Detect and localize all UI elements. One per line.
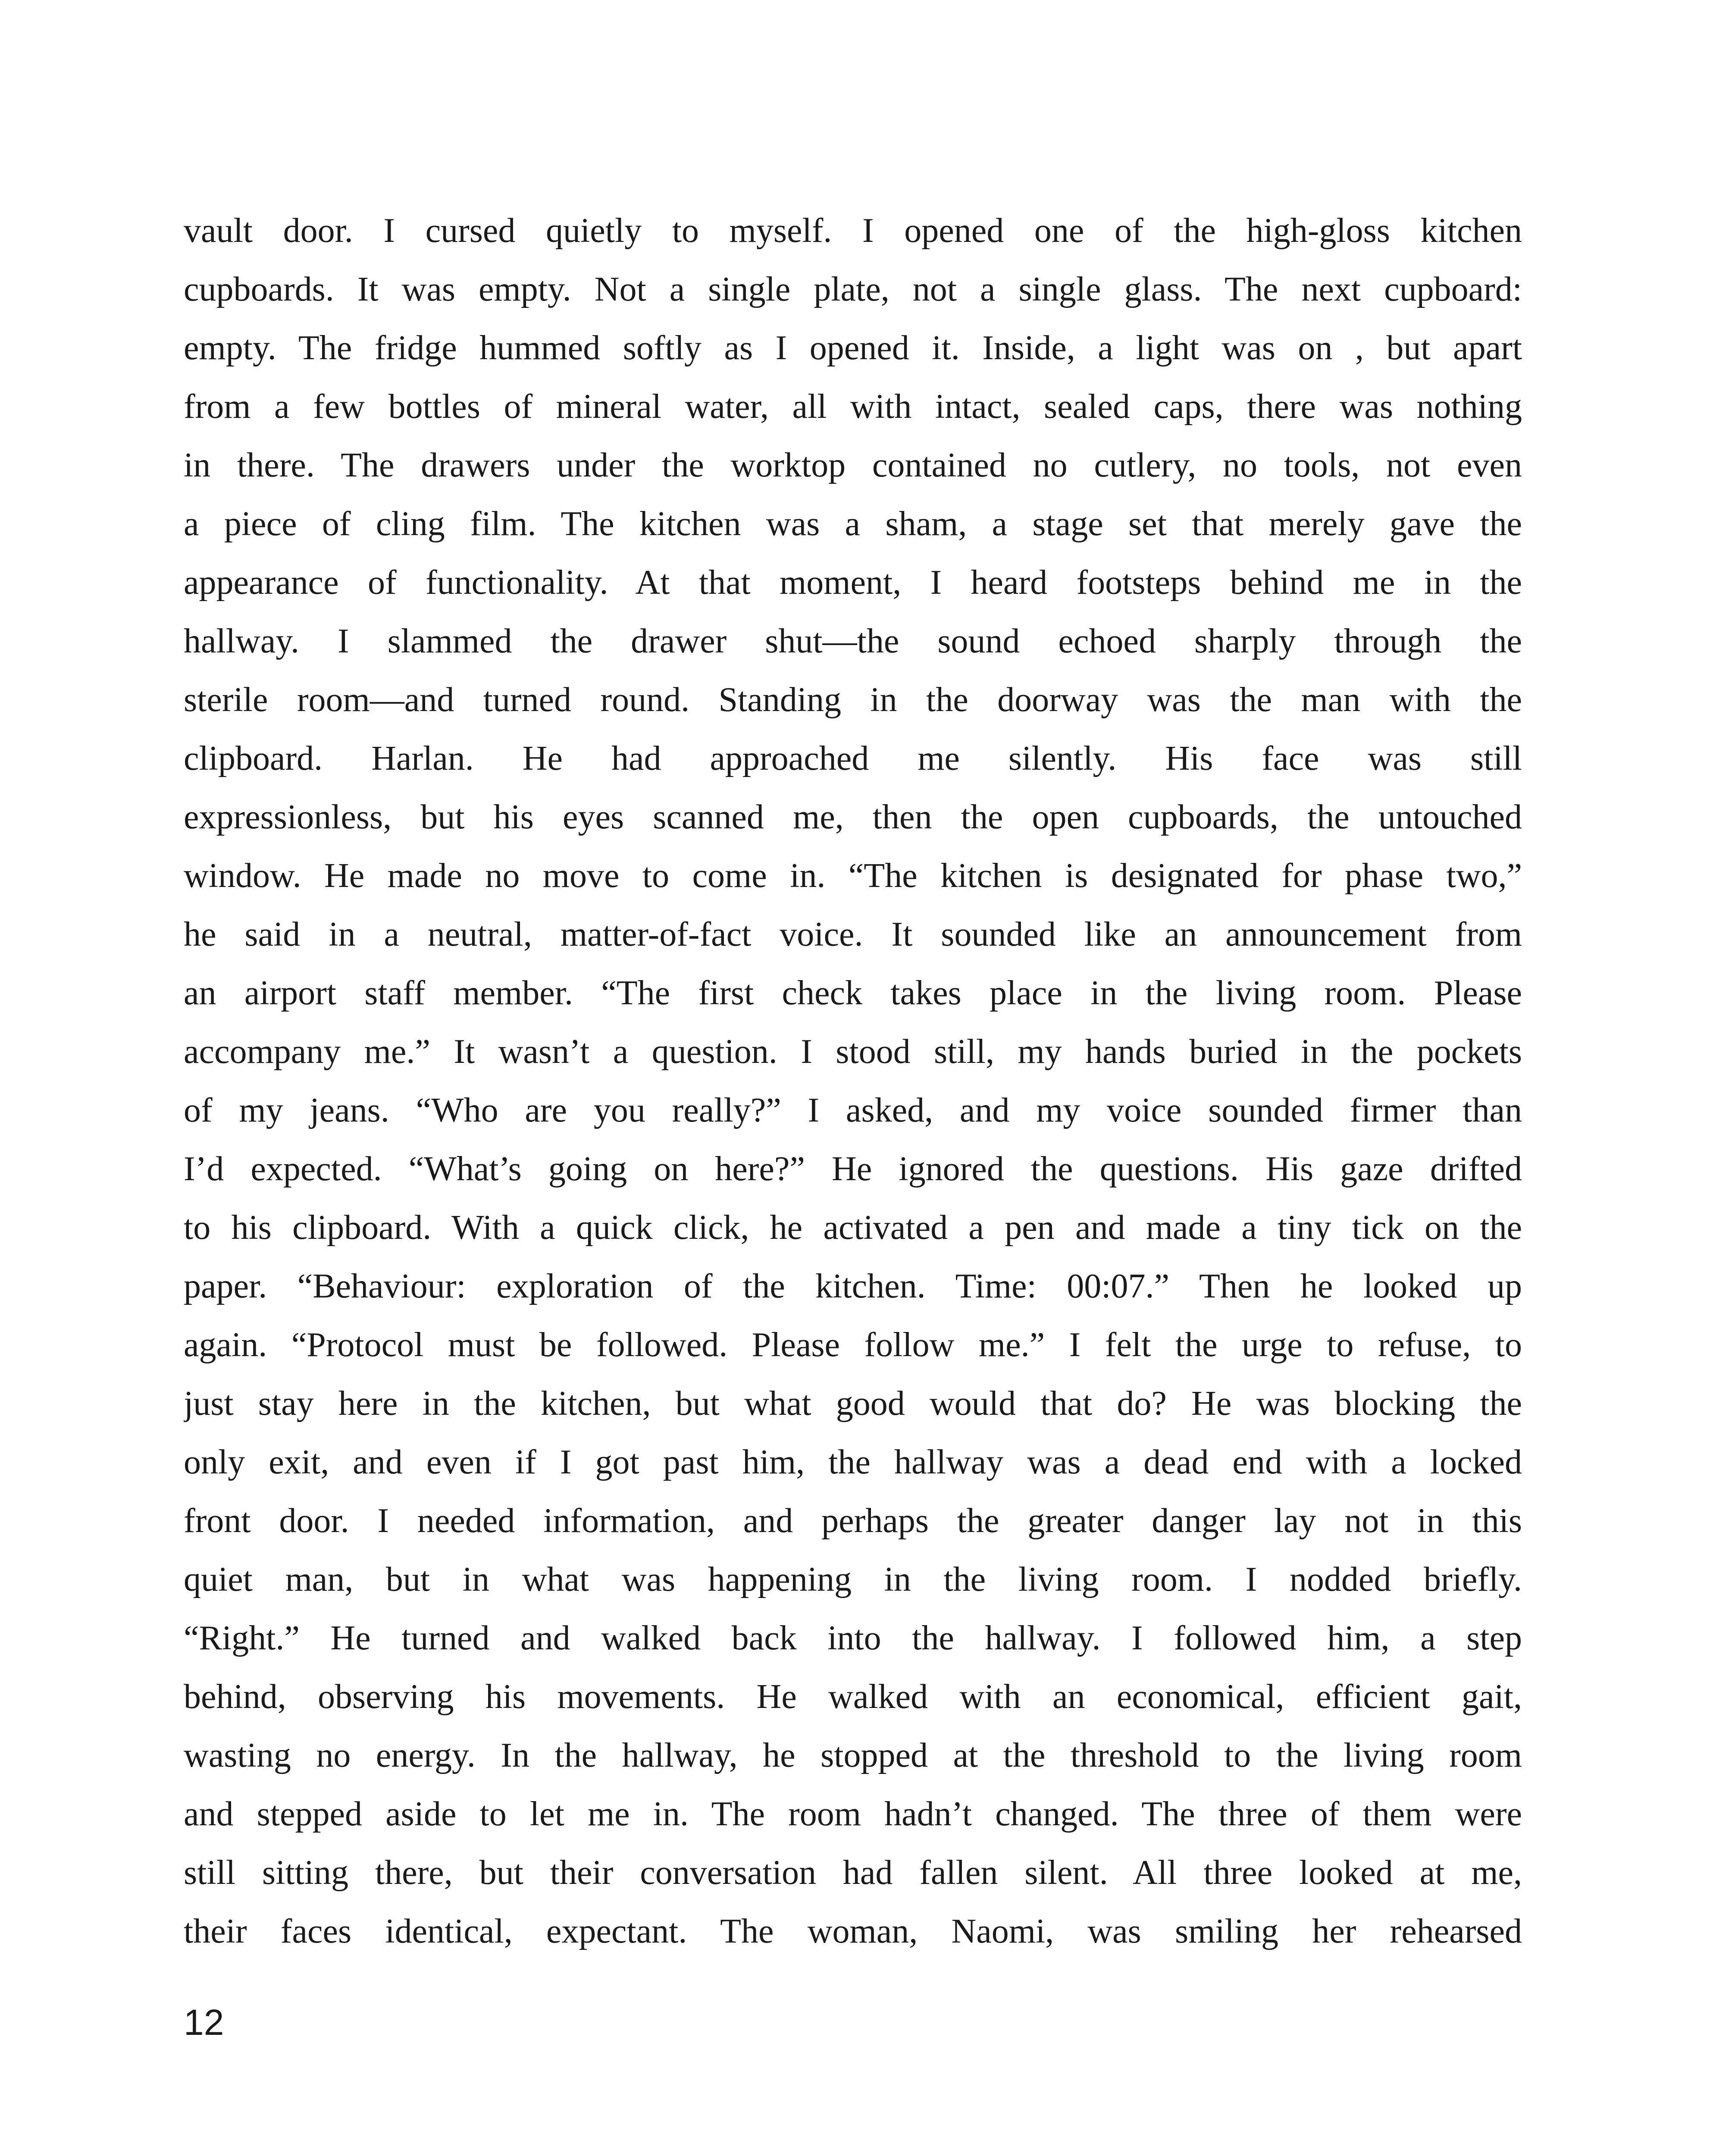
text-line: of my jeans. “Who are you really?” I asked, and my voice sounded firmer than <box>184 1091 1522 1129</box>
text-line: empty. The fridge hummed softly as I opened it. Inside, a light was on , but apart <box>184 329 1522 367</box>
text-line: again. “Protocol must be followed. Please follow me.” I felt the urge to refuse, to <box>184 1326 1522 1364</box>
text-line: expressionless, but his eyes scanned me, then the open cupboards, the untouched <box>184 798 1522 836</box>
text-line: clipboard. Harlan. He had approached me silently. His face was still <box>184 740 1522 777</box>
text-line: vault door. I cursed quietly to myself. I opened one of the high-gloss kitchen <box>184 212 1522 250</box>
text-line: wasting no energy. In the hallway, he stopped at the threshold to the living room <box>184 1736 1522 1774</box>
text-line: hallway. I slammed the drawer shut—the sound echoed sharply through the <box>184 622 1522 660</box>
text-line: appearance of functionality. At that moment, I heard footsteps behind me in the <box>184 564 1522 602</box>
text-line: and stepped aside to let me in. The room hadn’t changed. The three of them were <box>184 1795 1522 1833</box>
text-line: only exit, and even if I got past him, the hallway was a dead end with a locked <box>184 1443 1522 1481</box>
text-line: behind, observing his movements. He walked with an economical, efficient gait, <box>184 1678 1522 1716</box>
text-line: sterile room—and turned round. Standing in the doorway was the man with the <box>184 681 1522 719</box>
text-line: cupboards. It was empty. Not a single plate, not a single glass. The next cupboard: <box>184 270 1522 308</box>
text-line: I’d expected. “What’s going on here?” He ignored the questions. His gaze drifted <box>184 1150 1522 1188</box>
text-line: an airport staff member. “The first check takes place in the living room. Please <box>184 974 1522 1012</box>
text-line: window. He made no move to come in. “The kitchen is designated for phase two,” <box>184 857 1522 895</box>
text-line: their faces identical, expectant. The woman, Naomi, was smiling her rehearsed <box>184 1912 1522 1950</box>
text-line: in there. The drawers under the worktop contained no cutlery, no tools, not even <box>184 446 1522 484</box>
text-line: to his clipboard. With a quick click, he activated a pen and made a tiny tick on the <box>184 1209 1522 1247</box>
page-number: 12 <box>184 2002 224 2043</box>
text-line: accompany me.” It wasn’t a question. I stood still, my hands buried in the pockets <box>184 1033 1522 1071</box>
text-line: he said in a neutral, matter-of-fact voice. It sounded like an announcement from <box>184 915 1522 953</box>
text-line: just stay here in the kitchen, but what good would that do? He was blocking the <box>184 1385 1522 1423</box>
body-text <box>184 209 1522 1968</box>
text-line: from a few bottles of mineral water, all with intact, sealed caps, there was nothing <box>184 388 1522 426</box>
text-line: quiet man, but in what was happening in the living room. I nodded briefly. <box>184 1561 1522 1598</box>
text-line: “Right.” He turned and walked back into the hallway. I followed him, a step <box>184 1619 1522 1657</box>
text-line: still sitting there, but their conversation had fallen silent. All three looked at me, <box>184 1854 1522 1892</box>
text-line: a piece of cling film. The kitchen was a sham, a stage set that merely gave the <box>184 505 1522 543</box>
text-line: front door. I needed information, and perhaps the greater danger lay not in this <box>184 1502 1522 1540</box>
text-line: paper. “Behaviour: exploration of the kitchen. Time: 00:07.” Then he looked up <box>184 1267 1522 1305</box>
